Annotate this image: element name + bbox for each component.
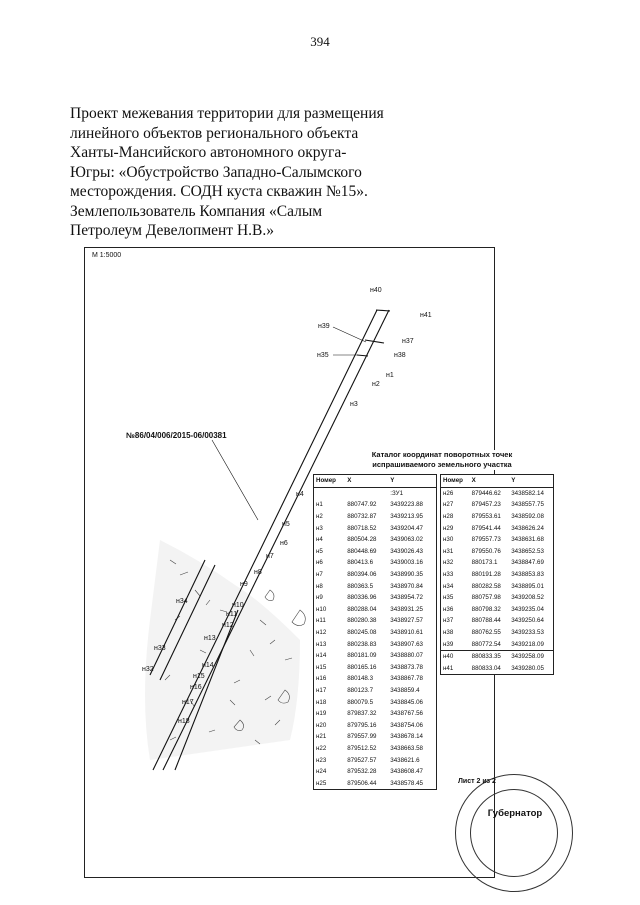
table-row — [314, 673, 437, 685]
coord-x: 880788.44 — [471, 617, 501, 625]
coord-x: 879550.76 — [471, 547, 501, 555]
catalog-title-line2: испрашиваемого земельного участка — [372, 460, 512, 469]
coord-x: 880448.69 — [347, 547, 377, 555]
point-number: н2 — [316, 513, 323, 521]
point-label-н15: н15 — [193, 673, 205, 680]
table-row — [314, 696, 437, 708]
point-number: н18 — [316, 698, 327, 706]
point-label-н32: н32 — [142, 666, 154, 673]
table-row — [314, 534, 437, 546]
point-number: н37 — [443, 617, 454, 625]
point-label-н41: н41 — [420, 312, 432, 319]
table-row — [441, 615, 554, 627]
point-label-н35: н35 — [317, 352, 329, 359]
table-row — [441, 546, 554, 558]
point-label-н17: н17 — [182, 699, 194, 706]
seal-inner — [470, 789, 558, 877]
table-row — [441, 499, 554, 511]
point-number: н30 — [443, 536, 454, 544]
coord-x: 879557.99 — [347, 733, 377, 741]
table-row — [314, 754, 437, 766]
coord-y: 3439233.53 — [511, 629, 544, 637]
page-number: 394 — [310, 34, 330, 49]
coord-x: 880757.98 — [471, 594, 501, 602]
table-row — [441, 534, 554, 546]
table-row — [314, 580, 437, 592]
point-label-н8: н8 — [254, 569, 262, 576]
point-number: н27 — [443, 501, 454, 509]
coord-x: 880238.83 — [347, 640, 377, 648]
coord-x: 880798.32 — [471, 605, 501, 613]
point-label-н40: н40 — [370, 287, 382, 294]
title-line: Проект межевания территории для размещения — [70, 105, 384, 122]
coord-y: 3439235.04 — [511, 605, 544, 613]
coord-y: 3439223.88 — [390, 501, 423, 509]
point-number: н22 — [316, 744, 327, 752]
title-line: Петролеум Девелопмент Н.В.» — [70, 222, 274, 239]
point-number: н40 — [441, 650, 470, 662]
coord-y: 3438910.61 — [390, 629, 423, 637]
coord-x: 880079.5 — [347, 698, 374, 706]
coord-y: 3438990.35 — [390, 571, 423, 579]
title-line: Землепользователь Компания «Салым — [70, 202, 323, 220]
point-label-н11: н11 — [226, 611, 238, 618]
table-row — [314, 592, 437, 604]
coord-x: 880280.38 — [347, 617, 377, 625]
coordinate-table-right — [440, 474, 554, 675]
coord-x: 880772.54 — [471, 640, 501, 648]
point-number: н31 — [443, 547, 454, 555]
table-row — [441, 522, 554, 534]
point-number: н34 — [443, 582, 454, 590]
subheader-zu1: :ЗУ1 — [390, 489, 404, 497]
coord-y: 3438954.72 — [390, 594, 423, 602]
coord-x: 879527.57 — [347, 756, 377, 764]
table-row — [314, 511, 437, 523]
point-label-н38: н38 — [394, 352, 406, 359]
point-number: н38 — [443, 629, 454, 637]
table-row — [441, 663, 554, 675]
point-number: н11 — [316, 617, 326, 625]
table-row — [314, 731, 437, 743]
coord-y: 3438845.06 — [390, 698, 423, 706]
point-number: н5 — [316, 547, 323, 555]
coord-y: 3439250.64 — [511, 617, 544, 625]
coord-y: 3439208.52 — [511, 594, 544, 602]
coord-y: 3438663.58 — [390, 744, 423, 752]
point-number: н35 — [443, 594, 454, 602]
coord-y: 3438582.14 — [511, 489, 544, 497]
coord-y: 3439003.16 — [390, 559, 423, 567]
point-number: н29 — [443, 524, 454, 532]
coord-x: 879795.16 — [347, 721, 377, 729]
coord-y: 3439218.09 — [511, 640, 544, 648]
table-row — [441, 592, 554, 604]
point-number: н24 — [316, 768, 327, 776]
point-number: н1 — [316, 501, 323, 509]
point-label-н9: н9 — [240, 581, 248, 588]
point-number: н4 — [316, 536, 323, 544]
table-row — [314, 522, 437, 534]
coord-x: 880165.16 — [347, 663, 377, 671]
coord-x: 880363.5 — [347, 582, 374, 590]
table-row — [441, 638, 554, 650]
point-number: н25 — [316, 779, 327, 787]
table-row — [314, 766, 437, 778]
point-label-н10: н10 — [232, 602, 244, 609]
point-label-н39: н39 — [318, 323, 330, 330]
point-number: н9 — [316, 594, 323, 602]
table-row — [441, 511, 554, 523]
coord-x: 880181.09 — [347, 652, 377, 660]
coord-y: 3438927.57 — [390, 617, 423, 625]
point-number: н7 — [316, 571, 323, 579]
coord-x: 880504.28 — [347, 536, 377, 544]
coord-y: 3439026.43 — [390, 547, 423, 555]
point-label-н6: н6 — [280, 540, 288, 547]
coord-y: 3439213.95 — [390, 513, 423, 521]
table-row — [441, 650, 554, 662]
point-label-н18: н18 — [178, 718, 190, 725]
table-row — [314, 662, 437, 674]
vegetation-area — [145, 540, 305, 760]
coord-x: 879553.61 — [471, 513, 501, 521]
title-line: линейного объектов регионального объекта — [70, 124, 359, 142]
point-number: н14 — [316, 652, 327, 660]
coord-x: 880747.92 — [347, 501, 377, 509]
table-row — [314, 499, 437, 511]
coord-y: 3438847.69 — [511, 559, 544, 567]
point-number: н17 — [316, 686, 327, 694]
coord-x: 879446.62 — [471, 489, 501, 497]
col-header-number: Номер — [314, 475, 346, 488]
point-label-н14: н14 — [202, 662, 214, 669]
coord-x: 879557.73 — [471, 536, 501, 544]
point-label-н3: н3 — [350, 401, 358, 408]
coord-x: 880732.87 — [347, 513, 377, 521]
point-label-н2: н2 — [372, 381, 380, 388]
title-line: Югры: «Обустройство Западно-Салымского — [70, 163, 362, 181]
table-row — [314, 743, 437, 755]
coord-y: 3438557.75 — [511, 501, 544, 509]
table-row — [314, 627, 437, 639]
table-row — [441, 487, 554, 499]
point-number: н3 — [316, 524, 323, 532]
catalog-title — [352, 450, 532, 470]
coord-y: 3438970.84 — [390, 582, 423, 590]
point-number: н16 — [316, 675, 327, 683]
coord-x: 879457.23 — [471, 501, 501, 509]
coord-x: 880191.28 — [471, 571, 501, 579]
coord-y: 3438907.63 — [390, 640, 423, 648]
table-row — [314, 604, 437, 616]
coord-y: 3439063.02 — [390, 536, 423, 544]
point-number: н12 — [316, 629, 327, 637]
table-row — [314, 557, 437, 569]
point-number: н13 — [316, 640, 327, 648]
title-line: месторождения. СОДН куста скважин №15». — [70, 183, 368, 200]
coord-x: 880123.7 — [347, 686, 374, 694]
point-number: н10 — [316, 605, 327, 613]
point-label-н1: н1 — [386, 372, 394, 379]
point-label-н37: н37 — [402, 338, 414, 345]
point-number: н32 — [443, 559, 454, 567]
table-row — [314, 719, 437, 731]
coord-x: 879532.28 — [347, 768, 377, 776]
coord-y: 3438880.07 — [390, 652, 423, 660]
point-number: н39 — [443, 640, 454, 648]
coord-y: 3439258.09 — [509, 650, 553, 662]
point-label-н5: н5 — [282, 521, 290, 528]
coord-x: 880282.58 — [471, 582, 501, 590]
coord-x: 880394.06 — [347, 571, 377, 579]
coord-x: 880288.04 — [347, 605, 377, 613]
point-number: н6 — [316, 559, 323, 567]
coord-x: 880762.55 — [471, 629, 501, 637]
coord-x: 879506.44 — [347, 779, 377, 787]
coord-y: 3438631.68 — [511, 536, 544, 544]
point-number: н15 — [316, 663, 327, 671]
coord-y: 3438621.6 — [390, 756, 420, 764]
catalog-title-line1: Каталог координат поворотных точек — [371, 450, 513, 459]
coord-x: 880173.1 — [471, 559, 498, 567]
coord-x: 879541.44 — [471, 524, 501, 532]
table-row — [441, 627, 554, 639]
table-row — [314, 615, 437, 627]
sheet-number: Лист 2 из 2 — [458, 778, 496, 785]
col-header-number: Номер — [441, 475, 470, 488]
table-row — [314, 685, 437, 697]
point-label-н16: н16 — [190, 684, 202, 691]
coord-y: 3438931.25 — [390, 605, 423, 613]
coord-y: 3438867.78 — [390, 675, 423, 683]
table-row — [441, 604, 554, 616]
table-row — [314, 569, 437, 581]
coord-y: 3438754.06 — [390, 721, 423, 729]
col-header-x: X — [345, 475, 388, 488]
point-number: н26 — [443, 489, 454, 497]
point-number: н20 — [316, 721, 327, 729]
table-row — [314, 708, 437, 720]
coord-y: 3439204.47 — [390, 524, 423, 532]
cadastral-number: №86/04/006/2015-06/00381 — [126, 431, 227, 440]
coord-x: 880245.08 — [347, 629, 377, 637]
point-label-н7: н7 — [266, 553, 274, 560]
coord-x: 880148.3 — [347, 675, 374, 683]
col-header-x: X — [470, 475, 510, 488]
seal-text: Губернатор — [487, 808, 543, 819]
coord-x: 879512.52 — [347, 744, 377, 752]
coord-y: 3438859.4 — [390, 686, 420, 694]
table-row — [314, 650, 437, 662]
coord-y: 3438678.14 — [390, 733, 423, 741]
coordinate-table-left — [313, 474, 437, 790]
table-row — [314, 546, 437, 558]
coord-y: 3438895.01 — [511, 582, 544, 590]
table-row — [441, 557, 554, 569]
point-number: н21 — [316, 733, 327, 741]
table-row — [314, 777, 437, 789]
coord-x: 880833.35 — [470, 650, 510, 662]
coord-y: 3439280.05 — [511, 664, 544, 672]
point-number: н8 — [316, 582, 323, 590]
point-number: н23 — [316, 756, 327, 764]
table-row — [314, 638, 437, 650]
coord-x: 880413.6 — [347, 559, 374, 567]
coord-y: 3438626.24 — [511, 524, 544, 532]
col-header-y: Y — [509, 475, 553, 488]
coord-y: 3438767.56 — [390, 710, 423, 718]
coord-y: 3438592.08 — [511, 513, 544, 521]
coord-x: 879837.32 — [347, 710, 377, 718]
point-label-н4: н4 — [296, 491, 304, 498]
coord-y: 3438853.83 — [511, 571, 544, 579]
map-scale: М 1:5000 — [92, 252, 122, 259]
point-number: н19 — [316, 710, 327, 718]
table-row — [441, 580, 554, 592]
point-number: н33 — [443, 571, 454, 579]
coord-y: 3438578.45 — [390, 779, 423, 787]
coord-x: 880833.04 — [471, 664, 501, 672]
point-label-н34: н34 — [176, 598, 188, 605]
coord-y: 3438652.53 — [511, 547, 544, 555]
table-row — [441, 569, 554, 581]
point-number: н28 — [443, 513, 454, 521]
point-number: н41 — [443, 664, 454, 672]
col-header-y: Y — [388, 475, 436, 488]
coord-x: 880336.96 — [347, 594, 377, 602]
coord-x: 880718.52 — [347, 524, 377, 532]
point-number: н36 — [443, 605, 454, 613]
coord-y: 3438608.47 — [390, 768, 423, 776]
coord-y: 3438873.78 — [390, 663, 423, 671]
point-label-н12: н12 — [222, 622, 234, 629]
point-label-н33: н33 — [154, 645, 166, 652]
title-line: Ханты-Мансийского автономного округа- — [70, 144, 347, 161]
point-label-н13: н13 — [204, 635, 216, 642]
